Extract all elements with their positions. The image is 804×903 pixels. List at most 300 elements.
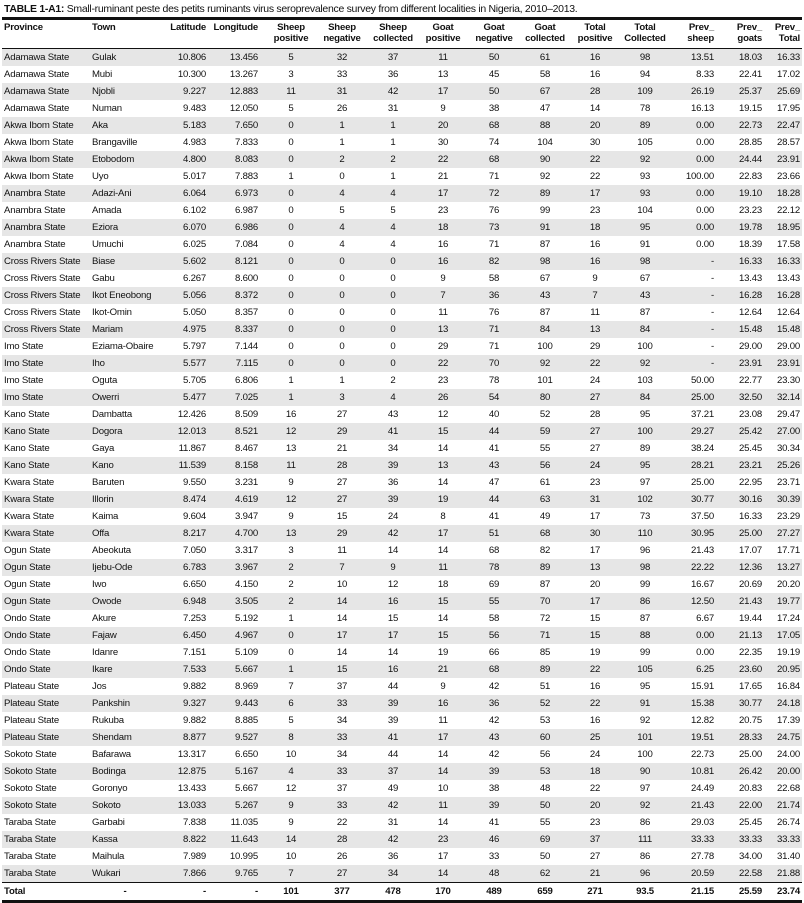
- table-cell: 56: [539, 460, 551, 471]
- table-cell: 37: [589, 834, 601, 845]
- table-cell: 5.797: [182, 341, 206, 352]
- table-cell: 71: [488, 239, 500, 250]
- table-cell: 11: [337, 545, 347, 556]
- table-cell: 0: [288, 137, 294, 148]
- table-cell: 0.00: [696, 239, 714, 250]
- table-cell: 56: [488, 630, 500, 641]
- table-cell: Mubi: [92, 69, 112, 80]
- table-cell: 10.806: [177, 52, 206, 63]
- table-cell: 0: [288, 188, 294, 199]
- table-cell: 23.08: [738, 409, 762, 420]
- table-cell: 20.20: [776, 579, 800, 590]
- table-cell: 0.00: [696, 630, 714, 641]
- table-cell: Kano State: [4, 443, 50, 454]
- table-cell: 68: [488, 664, 500, 675]
- table-cell: 16.33: [776, 52, 800, 63]
- table-cell: 0: [339, 256, 345, 267]
- table-cell: 6.986: [234, 222, 258, 233]
- table-cell: 6.67: [696, 613, 714, 624]
- total-cell: 101: [283, 886, 299, 897]
- table-cell: 29.27: [690, 426, 714, 437]
- table-cell: Eziora: [92, 222, 118, 233]
- table-cell: 31: [387, 103, 399, 114]
- table-cell: Gaya: [92, 443, 115, 454]
- table-cell: 33.33: [738, 834, 762, 845]
- table-cell: 8.337: [234, 324, 258, 335]
- table-cell: 5.017: [182, 171, 206, 182]
- table-cell: Wukari: [92, 868, 121, 879]
- table-cell: -: [711, 307, 714, 318]
- table-cell: 8: [288, 732, 294, 743]
- table-cell: 0: [288, 273, 294, 284]
- table-cell: 100: [637, 749, 653, 760]
- table-label: TABLE 1-A1:: [4, 3, 65, 15]
- table-cell: 10.81: [690, 766, 714, 777]
- table-cell: Jos: [92, 681, 107, 692]
- table-cell: 11: [590, 307, 600, 318]
- table-cell: 27: [589, 392, 601, 403]
- table-cell: 42: [387, 528, 399, 539]
- table-cell: 11.867: [178, 443, 206, 454]
- table-cell: Brangaville: [92, 137, 138, 148]
- total-cell: -: [203, 886, 206, 897]
- table-cell: 49: [387, 783, 399, 794]
- table-cell: 16: [589, 715, 601, 726]
- table-cell: 18.03: [738, 52, 762, 63]
- table-cell: 97: [639, 783, 651, 794]
- table-cell: 12.050: [229, 103, 258, 114]
- table-row: [2, 168, 802, 185]
- table-cell: 41: [488, 443, 500, 454]
- table-cell: 36: [387, 69, 399, 80]
- table-cell: 28: [589, 409, 601, 420]
- seroprevalence-table: [2, 17, 802, 903]
- table-cell: Plateau State: [4, 698, 60, 709]
- table-row: [2, 814, 802, 831]
- table-cell: 12: [285, 494, 297, 505]
- table-cell: 8.822: [182, 834, 206, 845]
- table-row: [2, 83, 802, 100]
- table-cell: 19.19: [776, 647, 800, 658]
- table-cell: 71: [488, 324, 500, 335]
- table-cell: 51: [539, 681, 551, 692]
- table-cell: Dambatta: [92, 409, 132, 420]
- total-cell: 170: [435, 886, 451, 897]
- table-title: Small-ruminant peste des petits ruminants virus seroprevalence survey from different localities in Nigeria, 2010–2013.: [64, 3, 578, 15]
- table-row: [2, 321, 802, 338]
- table-cell: 5: [390, 205, 396, 216]
- table-cell: 30.95: [690, 528, 714, 539]
- table-cell: 17: [437, 732, 449, 743]
- table-cell: 17.65: [738, 681, 762, 692]
- table-cell: 15: [336, 511, 348, 522]
- table-cell: 46: [488, 834, 500, 845]
- table-cell: 42: [488, 681, 500, 692]
- table-cell: 1: [288, 664, 294, 675]
- table-cell: 14: [336, 596, 348, 607]
- table-cell: 59: [539, 426, 551, 437]
- table-cell: 26.19: [690, 86, 714, 97]
- table-cell: Taraba State: [4, 817, 56, 828]
- table-cell: 13.433: [177, 783, 206, 794]
- table-cell: 24: [589, 375, 601, 386]
- table-cell: 20: [589, 120, 601, 131]
- table-cell: 95: [639, 409, 651, 420]
- table-cell: 53: [539, 766, 551, 777]
- table-cell: 6.973: [234, 188, 258, 199]
- table-cell: 23: [589, 205, 601, 216]
- table-cell: 39: [387, 494, 399, 505]
- table-cell: 14: [387, 545, 399, 556]
- table-cell: 5.477: [182, 392, 206, 403]
- table-cell: 78: [488, 562, 500, 573]
- table-cell: Uyo: [92, 171, 109, 182]
- table-cell: 13.51: [690, 52, 714, 63]
- table-cell: 22: [589, 698, 601, 709]
- table-cell: 30: [437, 137, 449, 148]
- table-cell: 13.317: [177, 749, 206, 760]
- table-row: [2, 134, 802, 151]
- table-cell: 12: [285, 783, 297, 794]
- table-cell: 34.00: [738, 851, 762, 862]
- table-cell: 5.667: [234, 664, 258, 675]
- table-cell: 87: [539, 239, 551, 250]
- table-cell: 22.58: [738, 868, 762, 879]
- table-cell: 15: [437, 630, 449, 641]
- table-cell: 39: [387, 460, 399, 471]
- table-cell: 92: [539, 171, 551, 182]
- table-cell: 31.40: [776, 851, 800, 862]
- table-cell: 21: [336, 443, 348, 454]
- table-cell: 28: [336, 460, 348, 471]
- total-cell: 23.74: [776, 886, 800, 897]
- table-cell: 11: [286, 460, 296, 471]
- table-cell: 44: [488, 426, 500, 437]
- table-cell: 28.57: [776, 137, 800, 148]
- table-cell: 37: [336, 783, 348, 794]
- table-cell: 16: [387, 664, 399, 675]
- table-cell: 21.88: [776, 868, 800, 879]
- table-cell: 98: [639, 256, 651, 267]
- table-row: [2, 491, 802, 508]
- table-cell: 0: [288, 290, 294, 301]
- table-cell: 84: [639, 392, 651, 403]
- table-cell: 0: [339, 171, 345, 182]
- table-cell: 27: [589, 851, 601, 862]
- table-cell: 17: [589, 511, 601, 522]
- table-cell: 22.73: [738, 120, 762, 131]
- table-cell: 87: [539, 579, 551, 590]
- table-cell: Pankshin: [92, 698, 130, 709]
- table-cell: -: [711, 290, 714, 301]
- table-cell: 72: [488, 188, 500, 199]
- table-cell: 15: [589, 613, 601, 624]
- table-cell: 4: [339, 188, 345, 199]
- table-cell: 1: [288, 392, 294, 403]
- table-cell: 101: [637, 732, 653, 743]
- table-cell: Etobodom: [92, 154, 135, 165]
- table-cell: 21: [437, 171, 449, 182]
- table-cell: Cross Rivers State: [4, 307, 81, 318]
- table-cell: 6.070: [182, 222, 206, 233]
- table-cell: 9.443: [234, 698, 258, 709]
- table-cell: 71: [539, 630, 551, 641]
- table-cell: 33: [336, 698, 348, 709]
- table-cell: -: [711, 324, 714, 335]
- table-cell: 0: [339, 324, 345, 335]
- table-cell: 6.064: [182, 188, 206, 199]
- table-cell: 1: [288, 375, 294, 386]
- table-cell: 1: [390, 171, 396, 182]
- table-cell: 78: [488, 375, 500, 386]
- table-cell: 12.013: [177, 426, 206, 437]
- table-cell: Kwara State: [4, 494, 55, 505]
- table-cell: 1: [288, 613, 294, 624]
- table-row: [2, 627, 802, 644]
- table-cell: 14: [387, 647, 399, 658]
- table-cell: Ikot Eneobong: [92, 290, 152, 301]
- table-cell: 4: [339, 239, 345, 250]
- table-cell: Ondo State: [4, 613, 51, 624]
- table-cell: 26: [437, 392, 449, 403]
- table-cell: Shendam: [92, 732, 132, 743]
- table-cell: 17.39: [776, 715, 800, 726]
- table-cell: 16: [589, 681, 601, 692]
- table-cell: 4: [390, 222, 396, 233]
- table-cell: 17.02: [776, 69, 800, 80]
- table-row: [2, 763, 802, 780]
- table-cell: 15: [437, 426, 449, 437]
- table-cell: 13: [437, 324, 449, 335]
- table-cell: 6.806: [234, 375, 258, 386]
- table-row: [2, 372, 802, 389]
- table-cell: 6.102: [182, 205, 206, 216]
- table-cell: 8.509: [234, 409, 258, 420]
- table-row: [2, 423, 802, 440]
- table-cell: 5.109: [234, 647, 258, 658]
- table-row: [2, 559, 802, 576]
- table-cell: 92: [539, 358, 551, 369]
- table-cell: 103: [637, 375, 653, 386]
- table-cell: 7.650: [234, 120, 258, 131]
- table-cell: Dogora: [92, 426, 123, 437]
- table-cell: 88: [539, 120, 551, 131]
- table-cell: 86: [639, 817, 651, 828]
- table-cell: 55: [539, 817, 551, 828]
- table-cell: 43: [488, 460, 500, 471]
- table-cell: 37.50: [690, 511, 714, 522]
- table-cell: 15: [437, 596, 449, 607]
- table-cell: 9: [440, 273, 446, 284]
- table-cell: 45: [488, 69, 500, 80]
- table-cell: 0: [339, 341, 345, 352]
- table-cell: 26: [336, 851, 348, 862]
- table-cell: 27: [336, 409, 348, 420]
- table-row: [2, 729, 802, 746]
- table-cell: 0: [288, 239, 294, 250]
- table-cell: Kano State: [4, 409, 50, 420]
- table-cell: Ondo State: [4, 630, 51, 641]
- table-row: [2, 202, 802, 219]
- table-row: [2, 644, 802, 661]
- table-row: [2, 746, 802, 763]
- table-cell: Kaima: [92, 511, 119, 522]
- table-cell: Ondo State: [4, 647, 51, 658]
- table-cell: Rukuba: [92, 715, 124, 726]
- table-cell: 4: [390, 392, 396, 403]
- table-cell: 0: [390, 324, 396, 335]
- table-cell: 13.267: [229, 69, 258, 80]
- table-cell: 70: [488, 358, 500, 369]
- table-cell: 58: [488, 613, 500, 624]
- table-cell: 30.16: [738, 494, 762, 505]
- table-cell: 16.33: [738, 511, 762, 522]
- table-cell: Maihula: [92, 851, 125, 862]
- table-cell: 38: [488, 103, 500, 114]
- table-cell: 30.34: [776, 443, 800, 454]
- table-cell: 43: [387, 409, 399, 420]
- table-cell: Iwo: [92, 579, 107, 590]
- table-cell: 0.00: [696, 120, 714, 131]
- table-cell: 52: [539, 409, 551, 420]
- table-cell: Owode: [92, 596, 122, 607]
- table-cell: 14: [437, 749, 449, 760]
- table-cell: 38: [488, 783, 500, 794]
- table-cell: 12.36: [738, 562, 762, 573]
- table-cell: 12.426: [177, 409, 206, 420]
- table-row: [2, 780, 802, 797]
- table-cell: 7.533: [182, 664, 206, 675]
- table-cell: 9.765: [234, 868, 258, 879]
- table-cell: 8: [440, 511, 446, 522]
- table-cell: 23.66: [776, 171, 800, 182]
- table-cell: 23: [437, 205, 449, 216]
- column-header: Goat collected: [525, 22, 565, 44]
- table-cell: 92: [639, 800, 651, 811]
- table-cell: 23: [437, 834, 449, 845]
- table-cell: 87: [639, 307, 651, 318]
- table-cell: 89: [639, 120, 651, 131]
- table-cell: 15.48: [738, 324, 762, 335]
- table-cell: 28.21: [690, 460, 714, 471]
- table-cell: 72: [539, 613, 551, 624]
- table-row: [2, 695, 802, 712]
- table-cell: 22: [437, 358, 449, 369]
- table-cell: 90: [539, 154, 551, 165]
- table-cell: 26: [336, 103, 348, 114]
- table-cell: 15.48: [776, 324, 800, 335]
- table-cell: 4.700: [234, 528, 258, 539]
- table-cell: 5.267: [234, 800, 258, 811]
- table-cell: Cross Rivers State: [4, 324, 81, 335]
- table-cell: 20.00: [776, 766, 800, 777]
- table-cell: 20: [589, 800, 601, 811]
- table-cell: Imo State: [4, 358, 44, 369]
- table-cell: Anambra State: [4, 222, 66, 233]
- table-cell: 6: [288, 698, 294, 709]
- table-cell: Sokoto State: [4, 766, 57, 777]
- total-cell: 659: [537, 886, 553, 897]
- table-cell: 9.327: [182, 698, 206, 709]
- table-cell: Ogun State: [4, 545, 51, 556]
- column-header: Prev_ sheep: [687, 22, 714, 44]
- table-cell: 13: [285, 443, 297, 454]
- table-cell: Anambra State: [4, 239, 66, 250]
- table-cell: 36: [488, 290, 500, 301]
- table-cell: Plateau State: [4, 681, 60, 692]
- table-cell: 94: [639, 69, 651, 80]
- table-row: [2, 797, 802, 814]
- table-cell: Akwa Ibom State: [4, 137, 74, 148]
- table-cell: Owerri: [92, 392, 120, 403]
- table-cell: Sokoto State: [4, 800, 57, 811]
- table-cell: 23.23: [738, 205, 762, 216]
- table-cell: 6.987: [234, 205, 258, 216]
- table-cell: 98: [639, 562, 651, 573]
- table-cell: 9: [390, 562, 396, 573]
- table-cell: 0: [288, 256, 294, 267]
- table-cell: 14: [336, 647, 348, 658]
- table-cell: 27.00: [776, 426, 800, 437]
- column-header: Town: [92, 22, 116, 33]
- table-cell: Ogun State: [4, 562, 51, 573]
- table-cell: 7.866: [182, 868, 206, 879]
- table-cell: 44: [387, 681, 399, 692]
- table-cell: Gulak: [92, 52, 117, 63]
- table-cell: Akwa Ibom State: [4, 154, 74, 165]
- table-cell: 22.35: [738, 647, 762, 658]
- table-cell: 105: [637, 137, 653, 148]
- table-cell: 96: [639, 868, 651, 879]
- table-cell: 27: [336, 868, 348, 879]
- table-cell: Ogun State: [4, 579, 51, 590]
- table-cell: 22.77: [738, 375, 762, 386]
- table-cell: 7.989: [182, 851, 206, 862]
- table-cell: 16.33: [776, 256, 800, 267]
- table-cell: 5: [288, 103, 294, 114]
- table-cell: 48: [539, 783, 551, 794]
- table-cell: 71: [488, 171, 500, 182]
- table-cell: 10.995: [229, 851, 258, 862]
- table-cell: 0: [390, 290, 396, 301]
- table-cell: 17: [387, 630, 399, 641]
- table-row: [2, 865, 802, 883]
- table-cell: 17: [437, 851, 449, 862]
- table-cell: 8.467: [234, 443, 258, 454]
- table-cell: 10: [336, 579, 348, 590]
- table-cell: Adamawa State: [4, 69, 70, 80]
- table-cell: 48: [488, 868, 500, 879]
- table-cell: 16.28: [776, 290, 800, 301]
- table-cell: 68: [488, 545, 500, 556]
- table-cell: Abeokuta: [92, 545, 131, 556]
- table-cell: Gabu: [92, 273, 115, 284]
- table-cell: 11.539: [178, 460, 206, 471]
- table-cell: 25.00: [738, 749, 762, 760]
- table-cell: 58: [539, 69, 551, 80]
- table-cell: 0: [288, 154, 294, 165]
- table-row: [2, 236, 802, 253]
- table-cell: 24.18: [776, 698, 800, 709]
- table-cell: 43: [639, 290, 651, 301]
- table-cell: 18.95: [776, 222, 800, 233]
- table-cell: 12.883: [229, 86, 258, 97]
- table-cell: 32: [336, 52, 348, 63]
- table-cell: 23.29: [776, 511, 800, 522]
- table-cell: 42: [488, 749, 500, 760]
- table-cell: Imo State: [4, 375, 44, 386]
- table-cell: 5: [288, 715, 294, 726]
